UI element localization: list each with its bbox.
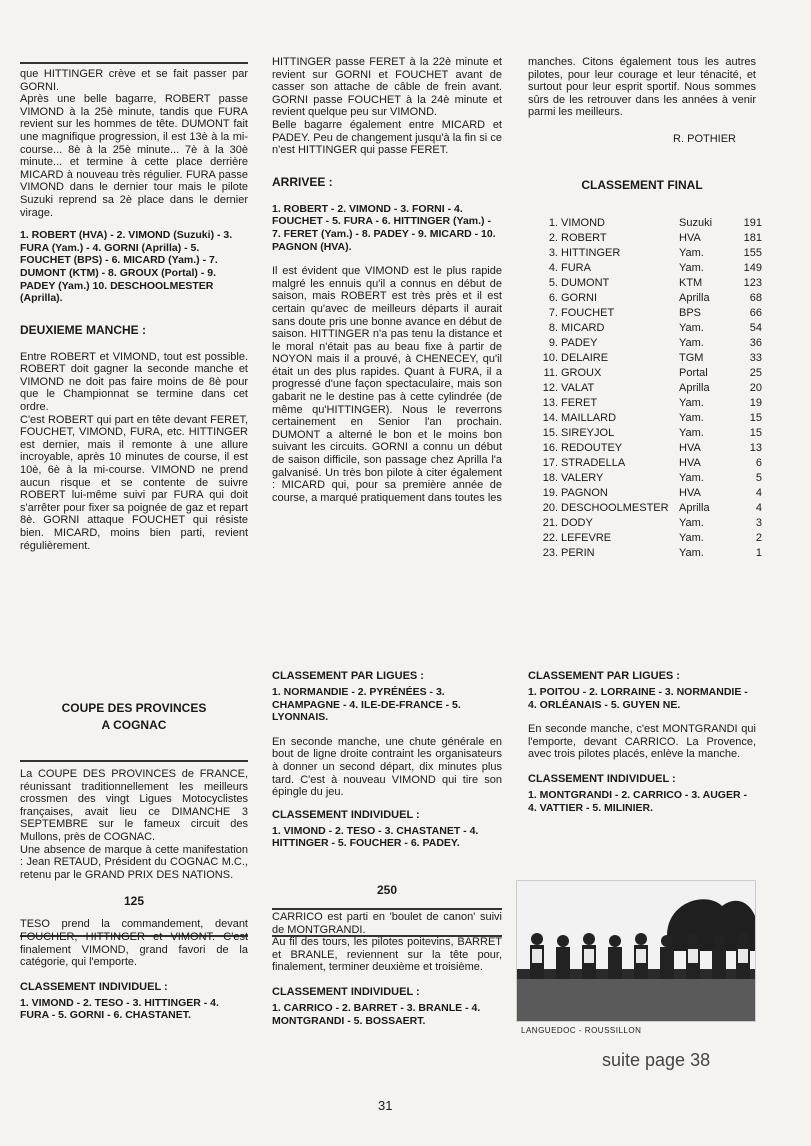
team-cell: TGM <box>679 351 704 364</box>
rank-cell: 16. <box>542 441 558 454</box>
rank-cell: 2. <box>548 231 558 244</box>
team-cell: KTM <box>679 276 703 289</box>
continued-note: suite page 38 <box>602 1050 711 1070</box>
team-cell: Yam. <box>679 246 704 259</box>
column-right-top <box>528 56 762 561</box>
paragraph: Une absence de marque à cette manifestation : Jean RETAUD, Président du COGNAC M.C., retenu par le GRAND PRIX DES NATIONS. <box>20 843 248 881</box>
pilot-name-cell: GORNI <box>561 291 598 304</box>
paragraph: La COUPE DES PROVINCES de FRANCE, réunissant traditionnellement les meilleurs crossmen des vingt Ligues Motocyclistes françaises, avait lieu ce DIMANCHE 3 SEPTEMBRE sur le fameux circuit des Mullons, près de COGNAC. <box>20 768 248 843</box>
column-right-bottom <box>528 670 756 814</box>
team-cell: Yam. <box>679 411 704 424</box>
points-cell: 54 <box>749 321 762 334</box>
rank-cell: 21. <box>542 516 558 529</box>
table-row <box>536 381 762 396</box>
points-cell: 1 <box>755 546 762 559</box>
team-cell: BPS <box>679 306 702 319</box>
rank-cell: 5. <box>548 276 558 289</box>
points-cell: 5 <box>755 471 762 484</box>
rank-cell: 8. <box>548 321 558 334</box>
table-row <box>536 246 762 261</box>
paragraph: Après une belle bagarre, ROBERT passe VIMOND à la 25è minute, tandis que FURA revient sur les hommes de tête. DUMONT fait une magnifique progression, il est 13è à la mi-course... 8è à la 25è minute... 7è à la 30è minute... et termine à cette place derrière MICARD à nouveau très régulier. FURA passe VIMOND dans le dernier tour mais le pilote Suzuki reprend sa 2è place dans le dernier virage. <box>20 93 248 219</box>
pilot-name-cell: DODY <box>561 516 593 529</box>
paragraph: Entre ROBERT et VIMOND, tout est possible. ROBERT doit gagner la seconde manche et VIMOND ne doit pas faire moins de 8è pour que le Championnat se termine dans cet ordre. <box>20 350 248 414</box>
pilot-name-cell: HITTINGER <box>561 246 621 259</box>
section-heading: CLASSEMENT INDIVIDUEL : <box>528 772 676 785</box>
pilot-name-cell: SIREYJOL <box>561 426 615 439</box>
category-heading: 250 <box>376 882 398 897</box>
table-row <box>536 261 762 276</box>
table-row <box>536 471 762 486</box>
section-heading: CLASSEMENT PAR LIGUES : <box>272 670 424 682</box>
rank-cell: 7. <box>548 306 558 319</box>
pilot-name-cell: REDOUTEY <box>561 441 623 454</box>
pilot-name-cell: FERET <box>561 396 598 409</box>
points-cell: 33 <box>749 351 762 364</box>
points-cell: 19 <box>749 396 762 409</box>
article-title: A COGNAC <box>101 718 167 732</box>
rank-cell: 11. <box>543 366 558 379</box>
rank-cell: 19. <box>542 486 558 499</box>
result-list: 1. MONTGRANDI - 2. CARRICO - 3. AUGER - 4. VATTIER - 5. MILINIER. <box>528 788 747 814</box>
column-middle-top <box>272 56 502 504</box>
table-row <box>536 531 762 546</box>
table-row <box>536 486 762 501</box>
team-cell: Aprilla <box>679 501 710 514</box>
paragraph: C'est ROBERT qui part en tête devant FERET, FOUCHET, VIMOND, FURA, etc. HITTINGER est dernier, mais il remonte à une allure incroyable, après 10 minutes de course, il est 10è, 6è à la mi-course. VIMOND ne prend aucun risque et se contente de suivre ROBERT lui-même suivi par FURA qui doit s'arrêter pour fixer sa poignée de gaz et repart 8è. GORNI attaque FOUCHET qui résiste bien. MICARD, moins bien parti, revient régulièrement. <box>20 413 248 552</box>
table-row <box>536 456 762 471</box>
rank-cell: 4. <box>548 261 558 274</box>
table-row <box>536 276 762 291</box>
pilot-name-cell: STRADELLA <box>561 456 626 469</box>
team-cell: Yam. <box>679 336 704 349</box>
pilot-name-cell: DUMONT <box>561 276 610 289</box>
pilot-name-cell: PAGNON <box>561 486 608 499</box>
points-cell: 15 <box>749 426 762 439</box>
table-row <box>536 336 762 351</box>
pilot-name-cell: LEFEVRE <box>561 531 612 544</box>
paragraph: HITTINGER passe FERET à la 22è minute et revient sur GORNI et FOUCHET avant de casser son attache de câble de frein avant. GORNI passe FOUCHET à la 24è minute et revient quelque peu sur VIMOND. <box>272 56 502 119</box>
paragraph: Au fil des tours, les pilotes poitevins, BARRET et BRANLE, reviennent sur la tête pour, finalement, terminer deuxième et troisième. <box>272 936 502 974</box>
team-cell: Aprilla <box>679 381 710 394</box>
pilot-name-cell: PADEY <box>561 336 598 349</box>
result-list: 1. VIMOND - 2. TESO - 3. CHASTANET - 4. HITTINGER - 5. FOUCHER - 6. PADEY. <box>272 824 479 850</box>
pilot-name-cell: DELAIRE <box>561 351 609 364</box>
rank-cell: 13. <box>542 396 558 409</box>
points-cell: 68 <box>749 291 762 304</box>
team-cell: Yam. <box>679 546 704 559</box>
column-left-bottom <box>20 700 248 1022</box>
rank-cell: 22. <box>542 531 558 544</box>
table-row <box>536 231 762 246</box>
points-cell: 3 <box>755 516 762 529</box>
table-row <box>536 441 762 456</box>
rank-cell: 17. <box>542 456 558 469</box>
team-cell: Yam. <box>679 516 704 529</box>
team-photo <box>516 880 756 1022</box>
rank-cell: 23. <box>542 546 558 559</box>
rank-cell: 3. <box>548 246 558 259</box>
points-cell: 6 <box>755 456 762 469</box>
pilot-name-cell: ROBERT <box>561 231 607 244</box>
result-list: 1. CARRICO - 2. BARRET - 3. BRANLE - 4. MONTGRANDI - 5. BOSSAERT. <box>272 1001 481 1027</box>
pilot-name-cell: VALAT <box>561 381 595 394</box>
points-cell: 181 <box>743 231 762 244</box>
section-heading: CLASSEMENT PAR LIGUES : <box>528 670 680 682</box>
table-row <box>536 321 762 336</box>
rank-cell: 18. <box>542 471 558 484</box>
section-heading: CLASSEMENT INDIVIDUEL : <box>272 808 420 821</box>
points-cell: 191 <box>743 216 762 229</box>
table-row <box>536 306 762 321</box>
team-cell: Yam. <box>679 261 704 274</box>
points-cell: 4 <box>755 501 762 514</box>
table-row <box>536 351 762 366</box>
rank-cell: 15. <box>542 426 558 439</box>
team-cell: Yam. <box>679 471 704 484</box>
points-cell: 149 <box>743 261 762 274</box>
rank-cell: 10. <box>542 351 558 364</box>
pilot-name-cell: DESCHOOLMESTER <box>561 501 669 514</box>
paragraph: En seconde manche, une chute générale en bout de ligne droite contraint les organisateurs à donner un second départ, dix minutes plus tard. C'est à nouveau VIMOND qui tire son épingle du jeu. <box>272 735 502 799</box>
rank-cell: 9. <box>548 336 558 349</box>
table-row <box>536 291 762 306</box>
rank-cell: 20. <box>542 501 558 514</box>
points-cell: 2 <box>755 531 762 544</box>
points-cell: 4 <box>755 486 762 499</box>
team-cell: Yam. <box>679 396 704 409</box>
pilot-name-cell: MICARD <box>561 321 605 334</box>
points-cell: 13 <box>749 441 762 454</box>
rank-cell: 1. <box>548 216 558 229</box>
paragraph: En seconde manche, c'est MONTGRANDI qui l'emporte, devant CARRICO. La Provence, avec trois pilotes placés, enlève la manche. <box>528 723 756 761</box>
paragraph: que HITTINGER crève et se fait passer par GORNI. <box>20 68 248 93</box>
paragraph: CARRICO est parti en 'boulet de canon' suivi de MONTGRANDI. <box>272 910 502 936</box>
team-cell: HVA <box>679 486 701 499</box>
rank-cell: 14. <box>542 411 558 424</box>
team-cell: Aprilla <box>679 291 710 304</box>
table-row <box>536 366 762 381</box>
column-middle-bottom <box>272 670 502 1027</box>
table-row <box>536 516 762 531</box>
section-heading: CLASSEMENT INDIVIDUEL : <box>20 980 168 993</box>
points-cell: 20 <box>749 381 762 394</box>
pilot-name-cell: GROUX <box>561 366 602 379</box>
section-heading: ARRIVEE : <box>272 174 333 189</box>
author-signature: R. POTHIER <box>673 132 736 145</box>
pilot-name-cell: VALERY <box>561 471 604 484</box>
paragraph: manches. Citons également tous les autres pilotes, pour leur courage et leur ténacité, et surtout pour leur esprit sportif. Nous sommes sûrs de les retrouver dans les années à venir parmi les meilleurs. <box>528 56 756 119</box>
team-cell: Yam. <box>679 426 704 439</box>
table-row <box>536 216 762 231</box>
team-cell: Portal <box>679 366 708 379</box>
table-row <box>536 396 762 411</box>
paragraph: Il est évident que VIMOND est le plus rapide malgré les ennuis qu'il a connus en début de saison, mais ROBERT est très près et il est certain qu'avec de meilleurs départs il aurait sans doute pris une bonne avance en début de saison. HITTINGER n'a pas tenu la distance et le moral n'était pas au beau fixe à partir de NOYON mais il a prouvé, à CHENECEY, qu'il était un des plus rapides. Quant à FURA, il a progressé d'une façon spectaculaire, mais son gabarit ne le destine pas à cette cylindrée (de même qu'HITTINGER). Nous le reverrons certainement en Senior l'an prochain. DUMONT a alterné le bon et le moins bon suivant les circuits. GORNI a connu un début de saison difficile, son passage chez Aprilla l'a galvanisé. Un très bon pilote à citer également : MICARD qui, pour sa première année de course, a marqué pratiquement dans toutes les <box>272 265 502 504</box>
team-cell: Suzuki <box>679 216 713 229</box>
page-number: 31 <box>378 1098 393 1113</box>
pilot-name-cell: MAILLARD <box>561 411 617 424</box>
points-cell: 123 <box>743 276 762 289</box>
section-heading: DEUXIEME MANCHE : <box>20 322 147 337</box>
table-row <box>536 426 762 441</box>
points-cell: 36 <box>749 336 762 349</box>
article-title: COUPE DES PROVINCES <box>61 701 207 715</box>
team-photo-illustration <box>517 881 756 1022</box>
paragraph: Belle bagarre également entre MICARD et PADEY. Peu de changement jusqu'à la fin si ce n'est HITTINGER qui passe FERET. <box>272 118 502 157</box>
points-cell: 66 <box>749 306 762 319</box>
team-cell: Yam. <box>679 321 704 334</box>
result-list: 1. NORMANDIE - 2. PYRÉNÉES - 3. CHAMPAGNE - 4. ILE-DE-FRANCE - 5. LYONNAIS. <box>272 686 461 724</box>
result-list: 1. ROBERT - 2. VIMOND - 3. FORNI - 4. FOUCHET - 5. FURA - 6. HITTINGER (Yam.) - 7. FERET (Yam.) - 8. PADEY - 9. MICARD - 10. PAGNON (HVA). <box>272 202 496 253</box>
pilot-name-cell: FURA <box>561 261 591 274</box>
points-cell: 15 <box>749 411 762 424</box>
rank-cell: 12. <box>542 381 558 394</box>
team-cell: HVA <box>679 231 701 244</box>
rank-cell: 6. <box>548 291 558 304</box>
team-cell: HVA <box>679 456 701 469</box>
table-row <box>536 546 762 561</box>
team-cell: HVA <box>679 441 701 454</box>
photo-caption: LANGUEDOC - ROUSSILLON <box>521 1026 642 1035</box>
points-cell: 25 <box>749 366 762 379</box>
result-list: 1. ROBERT (HVA) - 2. VIMOND (Suzuki) - 3. FURA (Yam.) - 4. GORNI (Aprilla) - 5. FOUCHET (BPS) - 6. MICARD (Yam.) - 7. DUMONT (KTM) - 8. GROUX (Portal) - 9. PADEY (Yam.) 10. DESCHOOLMESTER (Aprilla). <box>20 229 233 305</box>
category-heading: 125 <box>123 894 145 909</box>
result-list: 1. VIMOND - 2. TESO - 3. HITTINGER - 4. FURA - 5. GORNI - 6. CHASTANET. <box>20 996 219 1022</box>
result-list: 1. POITOU - 2. LORRAINE - 3. NORMANDIE - 4. ORLÉANAIS - 5. GUYEN NE. <box>528 686 748 711</box>
paragraph: TESO prend la commandement, devant FOUCHER, HITTINGER et VIMONT. C'est finalement VIMOND, grand favori de la catégorie, qui l'emporte. <box>20 918 248 969</box>
classement-table <box>536 216 762 561</box>
points-cell: 155 <box>743 246 762 259</box>
top-rule-left <box>20 62 248 64</box>
table-row <box>536 411 762 426</box>
pilot-name-cell: FOUCHET <box>561 306 615 319</box>
column-left-top <box>20 68 248 552</box>
section-heading: CLASSEMENT FINAL <box>581 177 703 192</box>
team-cell: Yam. <box>679 531 704 544</box>
pilot-name-cell: VIMOND <box>561 216 605 229</box>
table-row <box>536 501 762 516</box>
section-heading: CLASSEMENT INDIVIDUEL : <box>272 985 420 998</box>
pilot-name-cell: PERIN <box>561 546 595 559</box>
